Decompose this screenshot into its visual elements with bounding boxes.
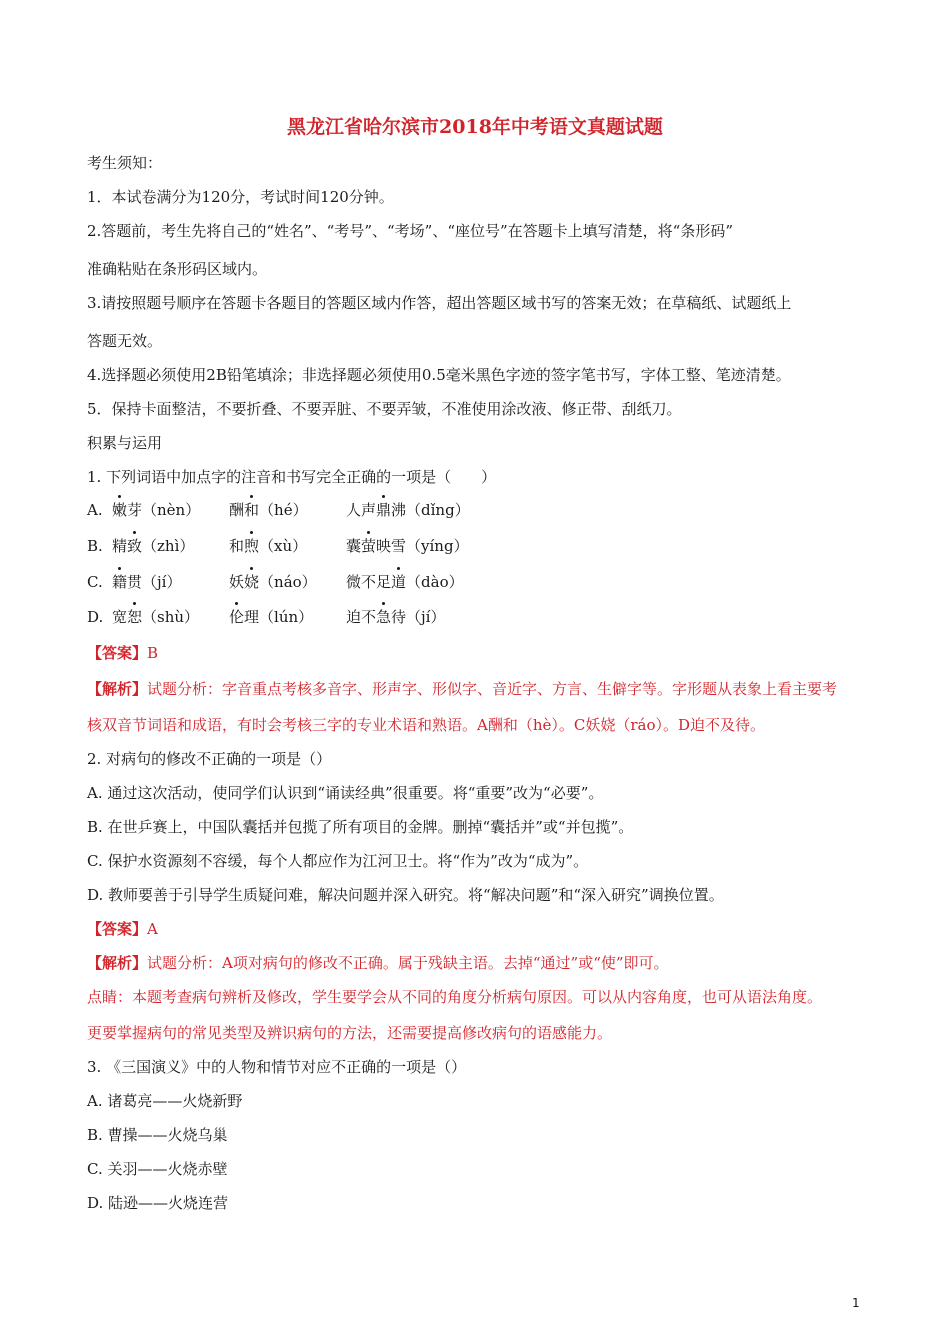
document-title: 黑龙江省哈尔滨市2018年中考语文真题试题 — [287, 116, 663, 138]
question-3-stem: 3. 《三国演义》中的人物和情节对应不正确的一项是（） — [87, 1058, 467, 1076]
question-2-option-a: A. 通过这次活动，使同学们认识到“诵读经典”很重要。将“重要”改为“必要”。 — [87, 784, 604, 802]
notice-item: 5．保持卡面整洁，不要折叠、不要弄脏、不要弄皱，不准使用涂改液、修正带、刮纸刀。 — [87, 400, 682, 418]
question-2-comment-cont: 更要掌握病句的常见类型及辨识病句的方法，还需要提高修改病句的语感能力。 — [87, 1024, 613, 1042]
notice-item: 答题无效。 — [87, 332, 163, 350]
question-3-option-a: A. 诸葛亮——火烧新野 — [87, 1092, 243, 1110]
notice-item: 2.答题前，考生先将自己的“姓名”、“考号”、“考场”、“座位号”在答题卡上填写清楚，将“条形码” — [87, 222, 733, 240]
question-2-answer: 【答案】A — [87, 920, 158, 938]
question-1-analysis: 【解析】试题分析：字音重点考核多音字、形声字、形似字、音近字、方言、生僻字等。字形题从表象上看主要考 — [87, 680, 838, 698]
section-heading: 积累与运用 — [87, 434, 163, 452]
question-3-option-c: C. 关羽——火烧赤壁 — [87, 1160, 228, 1178]
question-2-option-b: B. 在世乒赛上，中国队囊括并包揽了所有项目的金牌。删掉“囊括并”或“并包揽”。 — [87, 818, 634, 836]
notice-heading: 考生须知： — [87, 154, 163, 172]
page-number: 1 — [852, 1296, 860, 1310]
question-1-answer: 【答案】B — [87, 644, 159, 662]
question-3-option-b: B. 曹操——火烧乌巢 — [87, 1126, 228, 1144]
question-1-analysis-cont: 核双音节词语和成语，有时会考核三字的专业术语和熟语。A酬和（hè）。C妖娆（ráo）。D迫不及待。 — [87, 716, 766, 734]
notice-item: 4.选择题必须使用2B铅笔填涂；非选择题必须使用0.5毫米黑色字迹的签字笔书写，字体工整、笔迹清楚。 — [87, 366, 791, 384]
question-2-option-d: D. 教师要善于引导学生质疑问难，解决问题并深入研究。将“解决问题”和“深入研究”调换位置。 — [87, 886, 724, 904]
question-2-option-c: C. 保护水资源刻不容缓，每个人都应作为江河卫士。将“作为”改为“成为”。 — [87, 852, 589, 870]
notice-item: 1．本试卷满分为120分，考试时间120分钟。 — [87, 188, 394, 206]
question-2-analysis: 【解析】试题分析：A项对病句的修改不正确。属于残缺主语。去掉“通过”或“使”即可。 — [87, 954, 669, 972]
question-1-stem: 1. 下列词语中加点字的注音和书写完全正确的一项是（ ） — [87, 468, 497, 486]
document-page: 黑龙江省哈尔滨市2018年中考语文真题试题 考生须知： 1．本试卷满分为120分，考试时间120分钟。 2.答题前，考生先将自己的“姓名”、“考号”、“考场”、“座位号”在答题卡上填写清楚，将“条形码” 准确粘贴在条形码区域内。 3.请按照题号顺序在答题卡各题目的答题区域内作答，超出答题区域书写的答案无效；在草稿纸、试题纸上 答题无效。 4.选择题必须使用2B铅笔填涂；非选择题必须使用0.5毫米黑色字迹的签字笔书写，字体工整、笔迹清楚。 5．保持卡面整洁，不要折叠、不要弄脏、不要弄皱，不准使用涂改液、修正带、刮纸刀。 积累与运用 1. 下列词语中加点字的注音和书写完全正确的一项是（ ） A. 嫩芽（nèn） 酬和（hé） 人声鼎沸（dǐng） B. 精致（zhì） 和煦（xù） 囊萤映雪（yíng） C. 籍贯（jí） 妖娆（náo） 微不足道（dào） D. 宽恕（shù） 伦理（lún） 迫不急待（jí） 【答案】B 【解析】试题分析：字音重点考核多音字、形声字、形似字、音近字、方言、生僻字等。字形题从表象上看主要考 核双音节词语和成语，有时会考核三字的专业术语和熟语。A酬和（hè）。C妖娆（ráo）。D迫不及待。 2. 对病句的修改不正确的一项是（） A. 通过这次活动，使同学们认识到“诵读经典”很重要。将“重要”改为“必要”。 B. 在世乒赛上，中国队囊括并包揽了所有项目的金牌。删掉“囊括并”或“并包揽”。 C. 保护水资源刻不容缓，每个人都应作为江河卫士。将“作为”改为“成为”。 D. 教师要善于引导学生质疑问难，解决问题并深入研究。将“解决问题”和“深入研究”调换位置。 【答案】A 【解析】试题分析：A项对病句的修改不正确。属于残缺主语。去掉“通过”或“使”即可。 点睛：本题考查病句辨析及修改，学生要学会从不同的角度分析病句原因。可以从内容角度，也可从语法角度。 更要掌握病句的常见类型及辨识病句的方法，还需要提高修改病句的语感能力。 3. 《三国演义》中的人物和情节对应不正确的一项是（） A. 诸葛亮——火烧新野 B. 曹操——火烧乌巢 C. 关羽——火烧赤壁 D. 陆逊——火烧连营 1 — [0, 0, 950, 1344]
question-2-comment: 点睛：本题考查病句辨析及修改，学生要学会从不同的角度分析病句原因。可以从内容角度，也可从语法角度。 — [87, 988, 823, 1006]
question-2-stem: 2. 对病句的修改不正确的一项是（） — [87, 750, 332, 768]
notice-item: 3.请按照题号顺序在答题卡各题目的答题区域内作答，超出答题区域书写的答案无效；在草稿纸、试题纸上 — [87, 294, 792, 312]
notice-item: 准确粘贴在条形码区域内。 — [87, 260, 268, 278]
question-3-option-d: D. 陆逊——火烧连营 — [87, 1194, 229, 1212]
